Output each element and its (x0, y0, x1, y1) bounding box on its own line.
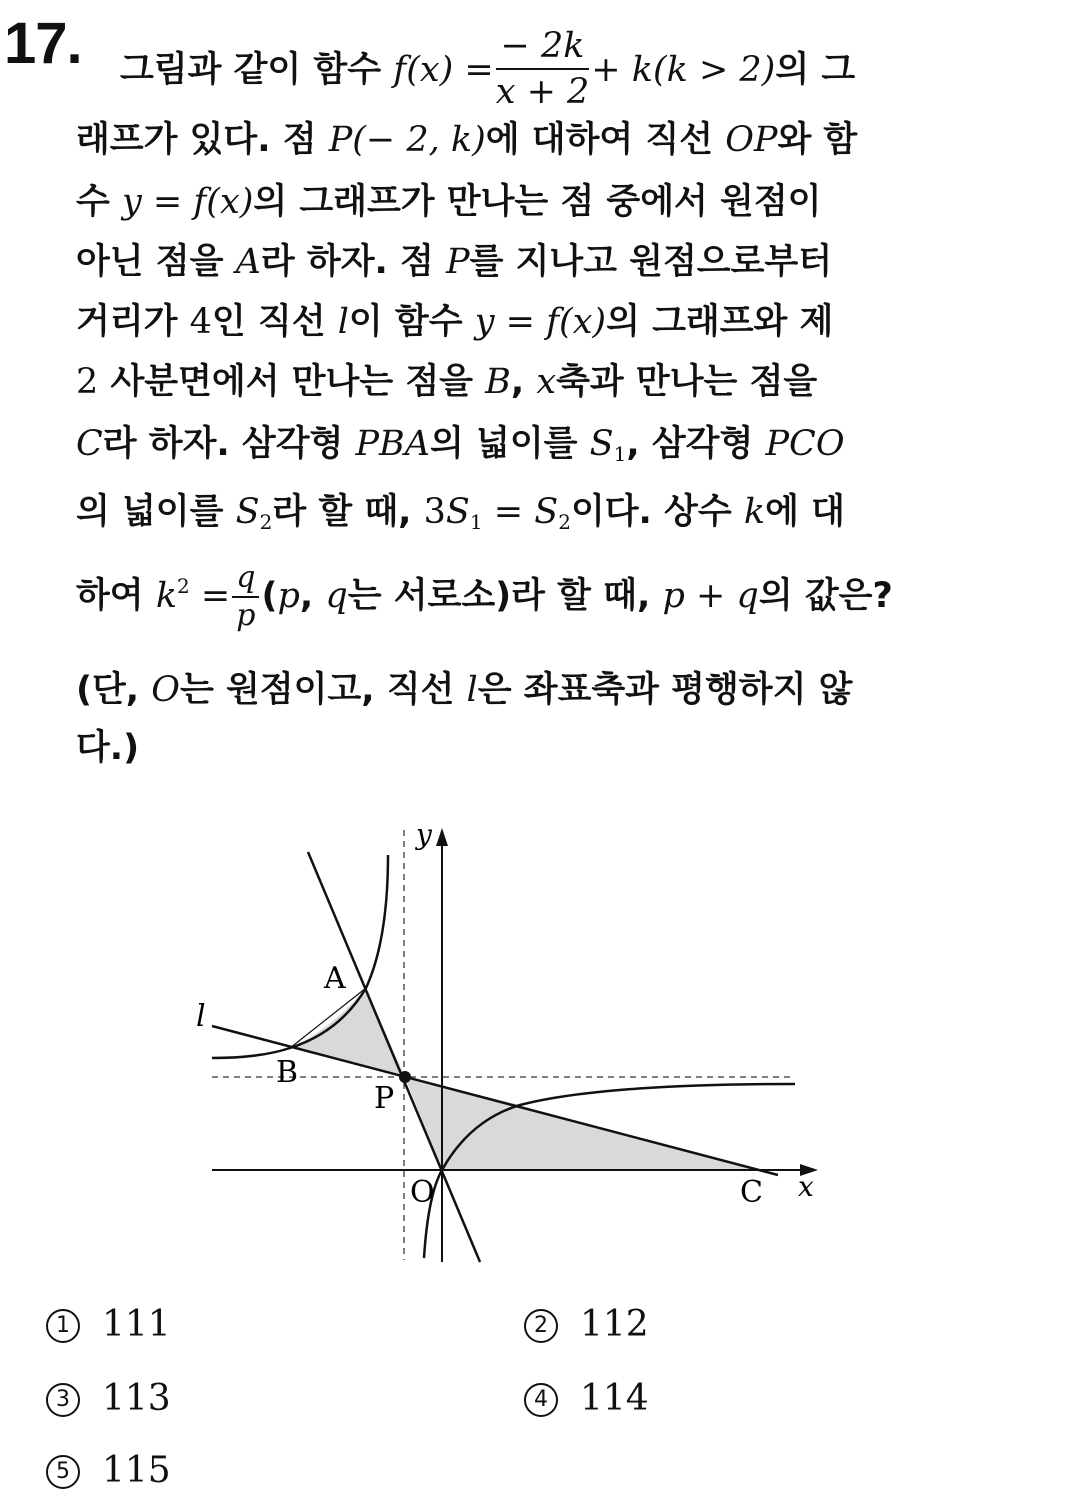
segment-op: OP (725, 120, 778, 160)
math: P (446, 242, 470, 282)
text: 축과 만나는 점을 (556, 362, 818, 402)
label-y-axis: y (416, 818, 432, 851)
problem-line-8 (76, 490, 845, 544)
problem-line-7 (76, 422, 845, 476)
text: 다.) (76, 728, 140, 768)
text: 하여 (76, 576, 156, 616)
label-line-l: l (196, 999, 206, 1034)
text: 이다. 상수 (570, 492, 744, 532)
math: C (76, 424, 103, 464)
math: y = f(x) (122, 182, 254, 222)
text: 의 그 (775, 50, 856, 90)
text: 그림과 같이 함수 (120, 50, 394, 90)
text: 의 값은? (758, 576, 893, 616)
text: 의 그래프가 만나는 점 중에서 원점이 (253, 182, 822, 222)
math: = (482, 492, 535, 532)
text: 의 넓이를 (430, 424, 590, 464)
text: 라 할 때, (272, 492, 424, 532)
problem-line-2 (76, 118, 857, 162)
text: 를 지나고 원점으로부터 (469, 242, 833, 282)
math: l (466, 670, 478, 710)
function-def-lhs: f(x) = (393, 50, 494, 90)
text: , (299, 576, 326, 616)
label-A: A (324, 961, 346, 996)
choice-3[interactable] (46, 1378, 171, 1419)
math: 4 (189, 302, 212, 342)
text: 는 서로소)라 할 때, (347, 576, 663, 616)
text: 래프가 있다. 점 (76, 120, 329, 160)
math: = (189, 576, 231, 616)
math: p (277, 576, 300, 616)
label-C: C (740, 1175, 763, 1210)
choice-value: 111 (102, 1304, 171, 1345)
problem-line-6 (76, 360, 817, 404)
label-P: P (374, 1081, 395, 1116)
choice-mark: 3 (46, 1383, 80, 1417)
choice-value: 114 (580, 1378, 649, 1419)
fraction-denominator: p (236, 598, 256, 633)
math: B (485, 362, 511, 402)
fraction-denominator: x + 2 (495, 72, 590, 112)
math: k (155, 576, 178, 616)
choice-5[interactable] (46, 1450, 171, 1491)
math: S (235, 492, 260, 532)
choice-value: 115 (102, 1450, 171, 1491)
choice-value: 112 (580, 1304, 649, 1345)
function-def-rhs: + k(k > 2) (591, 50, 776, 90)
text: , 삼각형 (626, 424, 766, 464)
math: l (337, 302, 349, 342)
text: 아닌 점을 (76, 242, 236, 282)
problem-line-11 (76, 726, 139, 770)
text: 에 대하여 직선 (485, 120, 726, 160)
math: x (536, 362, 557, 402)
choice-value: 113 (102, 1378, 171, 1419)
math: O (151, 670, 180, 710)
text: ( (261, 576, 278, 616)
problem-line-3 (76, 180, 821, 224)
math: S (589, 424, 614, 464)
text: , (510, 362, 537, 402)
text: 의 넓이를 (76, 492, 236, 532)
y-axis-arrow (436, 828, 448, 846)
math: y = f(x) (474, 302, 607, 342)
math: PBA (355, 424, 431, 464)
text: 에 대 (765, 492, 845, 532)
math: k (743, 492, 766, 532)
question-number: 17. (4, 11, 82, 76)
choice-2[interactable] (524, 1304, 649, 1345)
choice-mark: 2 (524, 1309, 558, 1343)
text: 거리가 (76, 302, 190, 342)
math: A (235, 242, 261, 282)
subscript: 2 (558, 510, 571, 534)
problem-line-1 (120, 26, 855, 116)
text: 인 직선 (211, 302, 338, 342)
point-p-coords: P(− 2, k) (328, 120, 486, 160)
subscript: 2 (259, 510, 273, 534)
choice-mark: 4 (524, 1383, 558, 1417)
subscript: 1 (613, 442, 627, 466)
text: 이 함수 (348, 302, 475, 342)
math: S (445, 492, 470, 532)
triangle-pba-shade (290, 988, 405, 1077)
problem-line-5 (76, 300, 833, 344)
graph-figure (0, 800, 1070, 1300)
label-B: B (276, 1055, 299, 1090)
math: 3 (423, 492, 446, 532)
math: PCO (765, 424, 845, 464)
math: S (534, 492, 559, 532)
math: p + q (662, 576, 759, 616)
text: 사분면에서 만나는 점을 (98, 362, 486, 402)
text: 라 하자. 점 (260, 242, 446, 282)
text: 라 하자. 삼각형 (102, 424, 356, 464)
problem-line-10 (76, 668, 852, 712)
point-p (399, 1071, 411, 1083)
text: 의 그래프와 제 (606, 302, 834, 342)
fraction (232, 560, 259, 634)
text: 는 원점이고, 직선 (180, 670, 467, 710)
label-O: O (410, 1175, 435, 1210)
superscript: 2 (177, 574, 190, 598)
fraction-numerator: − 2k (496, 24, 590, 70)
fraction (496, 24, 590, 114)
math: 2 (76, 362, 99, 402)
choice-mark: 1 (46, 1309, 80, 1343)
label-x-axis: x (798, 1170, 814, 1203)
text: 와 함 (777, 120, 858, 160)
choice-mark: 5 (46, 1455, 80, 1489)
math: q (325, 576, 348, 616)
fraction-numerator: q (232, 560, 259, 598)
problem-line-4 (76, 240, 832, 284)
text: 은 좌표축과 평행하지 않 (477, 670, 853, 710)
text: (단, (76, 670, 152, 710)
choice-4[interactable] (524, 1378, 649, 1419)
text: 수 (76, 182, 122, 222)
choice-1[interactable] (46, 1304, 171, 1345)
subscript: 1 (469, 510, 483, 534)
problem-line-9 (76, 560, 893, 634)
